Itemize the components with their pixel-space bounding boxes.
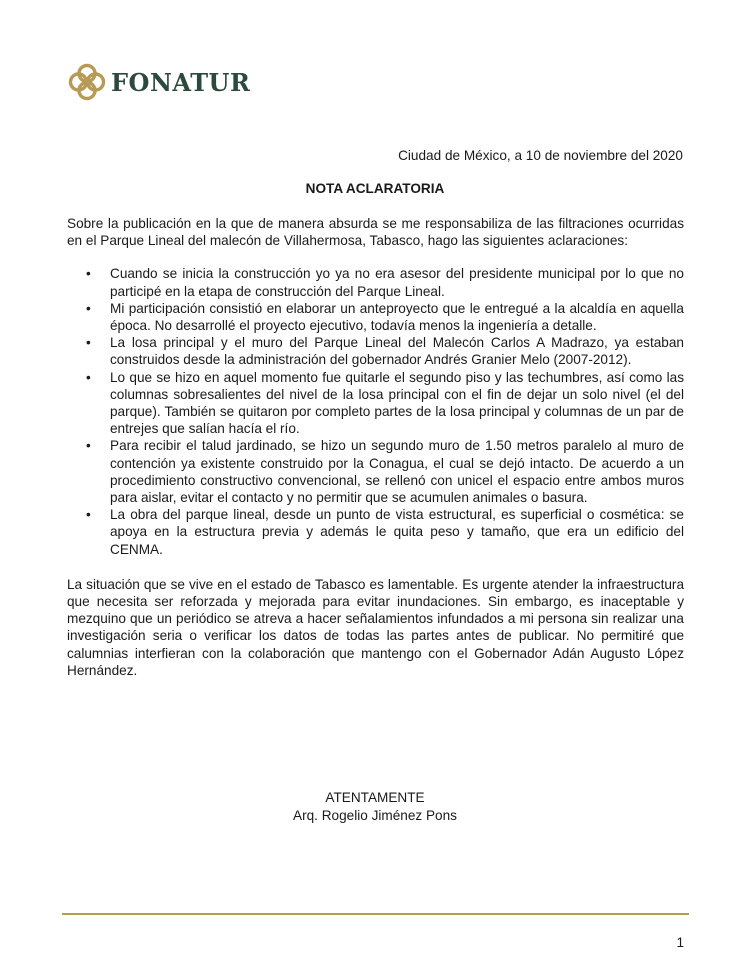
list-item: • La obra del parque lineal, desde un punto de vista estructural, es superficial o cosmética: se apoya en la estructura previa y además le quita peso y tamaño, que era un edificio del CENMA. <box>67 506 684 558</box>
list-item: • Cuando se inicia la construcción yo ya no era asesor del presidente municipal por lo que no participé en la etapa de construcción del Parque Lineal. <box>67 265 684 299</box>
fonatur-logo <box>67 62 250 102</box>
fonatur-knot-icon <box>67 62 107 102</box>
date-line: Ciudad de México, a 10 de noviembre del 2020 <box>398 148 683 163</box>
logo-wordmark: FONATUR <box>111 67 251 97</box>
salutation: ATENTAMENTE <box>325 790 425 805</box>
intro-paragraph: Sobre la publicación en la que de manera absurda se me responsabiliza de las filtraciones ocurridas en el Parque Lineal del malecón de Villahermosa, Tabasco, hago las siguientes aclaraciones: <box>67 216 684 249</box>
list-item: • Mi participación consistió en elaborar un anteproyecto que le entregué a la alcaldía en aquella época. No desarrollé el proyecto ejecutivo, todavía menos la ingeniería a detalle. <box>67 300 684 334</box>
list-item: • Lo que se hizo en aquel momento fue quitarle el segundo piso y las techumbres, así como las columnas sobresalientes del nivel de la losa principal con el fin de dejar un solo nivel (el del parque). También se quitaron por completo partes de la losa principal y columnas de un par de entrejes que salían hacía el río. <box>67 369 684 438</box>
footer-divider <box>62 913 689 915</box>
list-item: • La losa principal y el muro del Parque Lineal del Malecón Carlos A Madrazo, ya estaban construidos desde la administración del gobernador Andrés Granier Melo (2007-2012). <box>67 334 684 368</box>
clarifications-list <box>67 265 684 557</box>
document-body <box>67 215 684 679</box>
page-number: 1 <box>676 935 684 950</box>
list-item: • Para recibir el talud jardinado, se hizo un segundo muro de 1.50 metros paralelo al muro de contención ya existente construido por la Conagua, el cual se dejó intacto. De acuerdo a un procedimiento constructivo convencional, se rellenó con unicel el espacio entre ambos muros para aislar, evitar el contacto y no permitir que se acumulen animales o basura. <box>67 437 684 506</box>
signer-name: Arq. Rogelio Jiménez Pons <box>293 808 457 823</box>
closing-paragraph: La situación que se vive en el estado de Tabasco es lamentable. Es urgente atender la infraestructura que necesita ser reforzada y mejorada para evitar inundaciones. Sin embargo, es inaceptable y mezquino que un periódico se atreva a hacer señalamientos infundados a mi persona sin realizar una investigación seria o verificar los datos de todas las partes antes de publicar. No permitiré que calumnias interfieran con la colaboración que mantengo con el Gobernador Adán Augusto López Hernández. <box>67 576 684 678</box>
signature-block <box>0 789 750 825</box>
document-title: NOTA ACLARATORIA <box>305 181 445 196</box>
